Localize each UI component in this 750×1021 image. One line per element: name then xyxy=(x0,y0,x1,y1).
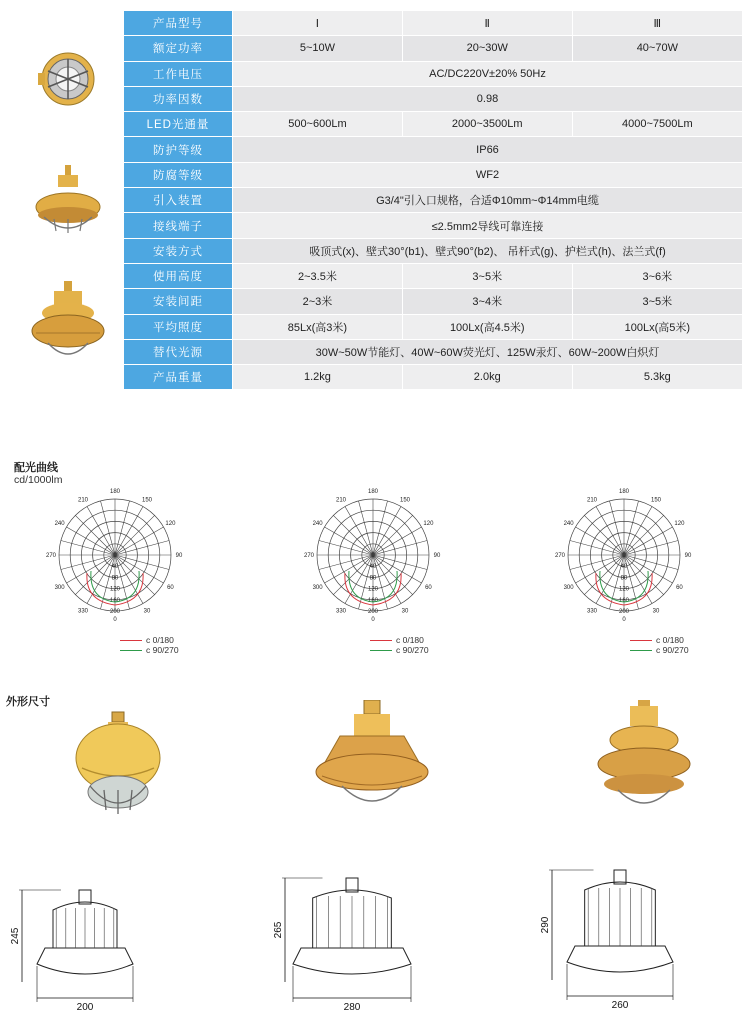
polar-grid-spoke xyxy=(345,507,373,555)
spec-row-label: 安装间距 xyxy=(124,289,233,314)
polar-center-label: 0 xyxy=(371,553,375,559)
polar-grid-spoke xyxy=(373,515,413,555)
polar-radial-label: 200 xyxy=(367,609,379,615)
polar-angle-label: 330 xyxy=(77,608,89,615)
polar-radial-label: 80 xyxy=(620,575,628,582)
legend-line-c90 xyxy=(370,650,392,651)
polar-grid-spoke xyxy=(115,507,143,555)
polar-radial-label: 160 xyxy=(109,597,121,604)
polar-angle-label: 300 xyxy=(563,585,574,591)
spec-row-label: 替代光源 xyxy=(124,339,233,364)
spec-row xyxy=(124,11,742,36)
spec-row-label: 防护等级 xyxy=(124,137,233,162)
spec-row-value: 3~4米 xyxy=(402,289,572,314)
spec-row-value: 2.0kg xyxy=(402,365,572,390)
polar-angle-label: 0 xyxy=(113,617,117,623)
polar-angle-label: 90 xyxy=(684,553,692,559)
legend-label-c0: c 0/180 xyxy=(396,635,424,645)
spec-row-value: 100Lx(高4.5米) xyxy=(402,314,572,339)
polar-angle-label: 150 xyxy=(141,497,153,504)
spec-row-value: 5.3kg xyxy=(572,365,742,390)
polar-angle-label: 30 xyxy=(652,608,660,615)
legend-item-c0 xyxy=(370,635,429,645)
legend-label-c90: c 90/270 xyxy=(146,645,179,655)
polar-angle-label: 30 xyxy=(143,608,151,615)
spec-row xyxy=(124,365,742,390)
spec-row xyxy=(124,213,742,238)
spec-row-label: LED光通量 xyxy=(124,112,233,137)
polar-angle-label: 270 xyxy=(554,553,566,559)
spec-table xyxy=(124,11,742,390)
polar-radial-label: 160 xyxy=(618,597,630,604)
spec-row xyxy=(124,339,742,364)
polar-center-label: 0 xyxy=(113,553,117,559)
spec-row-value: 3~5米 xyxy=(572,289,742,314)
polar-radial-label: 120 xyxy=(618,586,630,593)
polar-radial-label: 160 xyxy=(367,597,379,604)
spec-row xyxy=(124,36,742,61)
polar-angle-label: 90 xyxy=(433,553,441,559)
spec-row-value: 5~10W xyxy=(233,36,403,61)
spec-row xyxy=(124,137,742,162)
polar-grid-spoke xyxy=(87,507,115,555)
spec-row-value: ≤2.5mm2导线可靠连接 xyxy=(233,213,743,238)
polar-grid-spoke xyxy=(325,527,373,555)
polar-radial-label: 40 xyxy=(111,564,119,571)
spec-row xyxy=(124,289,742,314)
polar-angle-label: 180 xyxy=(109,489,121,495)
polar-grid-spoke xyxy=(75,515,115,555)
light-distribution-unit: cd/1000lm xyxy=(14,474,63,486)
lamp-base-outline xyxy=(37,948,133,974)
polar-grid-spoke xyxy=(596,507,624,555)
polar-radial-label: 80 xyxy=(369,575,377,582)
spec-row-value: IP66 xyxy=(233,137,743,162)
polar-angle-label: 30 xyxy=(401,608,409,615)
spec-row-value: 2000~3500Lm xyxy=(402,112,572,137)
spec-row-label: 接线端子 xyxy=(124,213,233,238)
spec-row xyxy=(124,86,742,111)
legend-line-c0 xyxy=(630,640,652,641)
dimension-drawing-3 xyxy=(540,870,673,1011)
lamp-render-3 xyxy=(598,700,690,803)
legend-label-c0: c 0/180 xyxy=(656,635,684,645)
spec-row-value: G3/4"引入口规格，合适Φ10mm~Φ14mm电缆 xyxy=(233,188,743,213)
polar-angle-label: 270 xyxy=(45,553,57,559)
polar-grid-spoke xyxy=(333,515,373,555)
legend-item-c90 xyxy=(630,645,689,655)
polar-angle-label: 210 xyxy=(335,497,347,504)
spec-row xyxy=(124,112,742,137)
polar-angle-label: 210 xyxy=(586,497,598,504)
polar-radial-label: 200 xyxy=(109,609,121,615)
spec-row-value: 40~70W xyxy=(572,36,742,61)
lamp-photo-3 xyxy=(32,281,104,354)
lamp-photo-1 xyxy=(38,53,94,105)
spec-row-label: 工作电压 xyxy=(124,61,233,86)
product-photos xyxy=(14,11,122,409)
spec-row-value: 0.98 xyxy=(233,86,743,111)
polar-angle-label: 240 xyxy=(54,521,65,527)
lamp-renderings xyxy=(0,700,750,830)
polar-angle-label: 300 xyxy=(312,585,323,591)
polar-angle-label: 0 xyxy=(371,617,375,623)
spec-row xyxy=(124,61,742,86)
polar-grid-spoke xyxy=(115,515,155,555)
polar-grid-spoke xyxy=(624,515,664,555)
spec-row-value: WF2 xyxy=(233,162,743,187)
polar-grid-spoke xyxy=(624,555,664,595)
spec-row xyxy=(124,162,742,187)
height-dim-label: 290 xyxy=(540,916,551,934)
spec-row-value: 500~600Lm xyxy=(233,112,403,137)
dimensions-title: 外形尺寸 xyxy=(6,695,50,708)
dimension-drawings xyxy=(0,860,750,1021)
legend-2 xyxy=(370,635,429,655)
polar-grid-spoke xyxy=(624,527,672,555)
spec-row xyxy=(124,263,742,288)
spec-row-value: 吸顶式(x)、壁式30°(b1)、壁式90°(b2)、 吊杆式(g)、护栏式(h)、法兰式(f) xyxy=(233,238,743,263)
legend-line-c90 xyxy=(120,650,142,651)
polar-center-label: 0 xyxy=(622,553,626,559)
polar-angle-label: 180 xyxy=(618,489,630,495)
legend-1 xyxy=(120,635,179,655)
spec-row-value: Ⅱ xyxy=(402,11,572,36)
polar-angle-label: 240 xyxy=(563,521,574,527)
spec-row-value: AC/DC220V±20% 50Hz xyxy=(233,61,743,86)
spec-table-grid xyxy=(124,11,742,390)
legend-3 xyxy=(630,635,689,655)
polar-grid-spoke xyxy=(115,527,163,555)
spec-row-label: 使用高度 xyxy=(124,263,233,288)
polar-grid-spoke xyxy=(373,555,413,595)
spec-row-value: 20~30W xyxy=(402,36,572,61)
lamp-base-outline xyxy=(293,948,411,974)
legend-label-c0: c 0/180 xyxy=(146,635,174,645)
polar-angle-label: 330 xyxy=(335,608,347,615)
polar-angle-label: 120 xyxy=(165,521,176,527)
spec-row-value: 3~5米 xyxy=(402,263,572,288)
spec-row-value: 85Lx(高3米) xyxy=(233,314,403,339)
dimension-drawing-2 xyxy=(273,878,411,1013)
polar-angle-label: 270 xyxy=(303,553,315,559)
dimension-drawing-1 xyxy=(10,890,133,1013)
spec-row xyxy=(124,188,742,213)
legend-item-c90 xyxy=(370,645,429,655)
height-dim-label: 265 xyxy=(273,921,284,939)
spec-row-label: 防腐等级 xyxy=(124,162,233,187)
polar-radial-label: 120 xyxy=(367,586,379,593)
width-dim-label: 260 xyxy=(611,1000,629,1011)
spec-row-label: 平均照度 xyxy=(124,314,233,339)
spec-row-label: 引入装置 xyxy=(124,188,233,213)
spec-row-value: 4000~7500Lm xyxy=(572,112,742,137)
spec-row-value: Ⅰ xyxy=(233,11,403,36)
polar-radial-label: 200 xyxy=(618,609,630,615)
spec-row-value: Ⅲ xyxy=(572,11,742,36)
polar-angle-label: 90 xyxy=(175,553,183,559)
polar-angle-label: 180 xyxy=(367,489,379,495)
width-dim-label: 200 xyxy=(76,1002,94,1013)
polar-grid-spoke xyxy=(624,507,652,555)
polar-angle-label: 150 xyxy=(650,497,662,504)
polar-angle-label: 0 xyxy=(622,617,626,623)
lamp-base-outline xyxy=(567,946,673,972)
polar-diagram-3 xyxy=(555,489,692,623)
spec-row-value: 3~6米 xyxy=(572,263,742,288)
spec-row-label: 安装方式 xyxy=(124,238,233,263)
product-photo-column xyxy=(14,11,122,409)
spec-row-value: 100Lx(高5米) xyxy=(572,314,742,339)
spec-row-label: 功率因数 xyxy=(124,86,233,111)
polar-grid-spoke xyxy=(584,515,624,555)
legend-label-c90: c 90/270 xyxy=(656,645,689,655)
spec-row xyxy=(124,238,742,263)
polar-diagram-1 xyxy=(46,489,183,623)
spec-row-label: 产品型号 xyxy=(124,11,233,36)
polar-angle-label: 300 xyxy=(54,585,65,591)
polar-angle-label: 240 xyxy=(312,521,323,527)
polar-grid-spoke xyxy=(576,527,624,555)
legend-line-c0 xyxy=(370,640,392,641)
polar-diagrams xyxy=(0,482,750,632)
spec-row-value: 1.2kg xyxy=(233,365,403,390)
lamp-render-1 xyxy=(76,712,160,814)
polar-angle-label: 120 xyxy=(674,521,685,527)
polar-grid-spoke xyxy=(115,555,155,595)
polar-grid-spoke xyxy=(373,527,421,555)
legend-line-c0 xyxy=(120,640,142,641)
polar-angle-label: 60 xyxy=(167,585,174,591)
legend-item-c90 xyxy=(120,645,179,655)
polar-angle-label: 150 xyxy=(399,497,411,504)
polar-angle-label: 60 xyxy=(676,585,683,591)
spec-row-value: 2~3.5米 xyxy=(233,263,403,288)
polar-radial-label: 120 xyxy=(109,586,121,593)
polar-grid-spoke xyxy=(373,507,401,555)
height-dim-label: 245 xyxy=(10,927,21,945)
polar-radial-label: 40 xyxy=(620,564,628,571)
polar-grid-spoke xyxy=(67,527,115,555)
light-distribution-title: 配光曲线 xyxy=(14,461,58,474)
polar-radial-label: 80 xyxy=(111,575,119,582)
polar-angle-label: 120 xyxy=(423,521,434,527)
spec-row-value: 2~3米 xyxy=(233,289,403,314)
legend-item-c0 xyxy=(630,635,689,645)
width-dim-label: 280 xyxy=(343,1002,361,1013)
spec-row-label: 额定功率 xyxy=(124,36,233,61)
polar-radial-label: 40 xyxy=(369,564,377,571)
spec-row-value: 30W~50W节能灯、40W~60W荧光灯、125W汞灯、60W~200W白炽灯 xyxy=(233,339,743,364)
legend-item-c0 xyxy=(120,635,179,645)
spec-row xyxy=(124,314,742,339)
lamp-photo-2 xyxy=(36,165,100,233)
polar-angle-label: 60 xyxy=(425,585,432,591)
lamp-render-2 xyxy=(316,700,428,801)
polar-angle-label: 210 xyxy=(77,497,89,504)
spec-row-label: 产品重量 xyxy=(124,365,233,390)
legend-label-c90: c 90/270 xyxy=(396,645,429,655)
polar-diagram-2 xyxy=(304,489,441,623)
legend-line-c90 xyxy=(630,650,652,651)
polar-angle-label: 330 xyxy=(586,608,598,615)
